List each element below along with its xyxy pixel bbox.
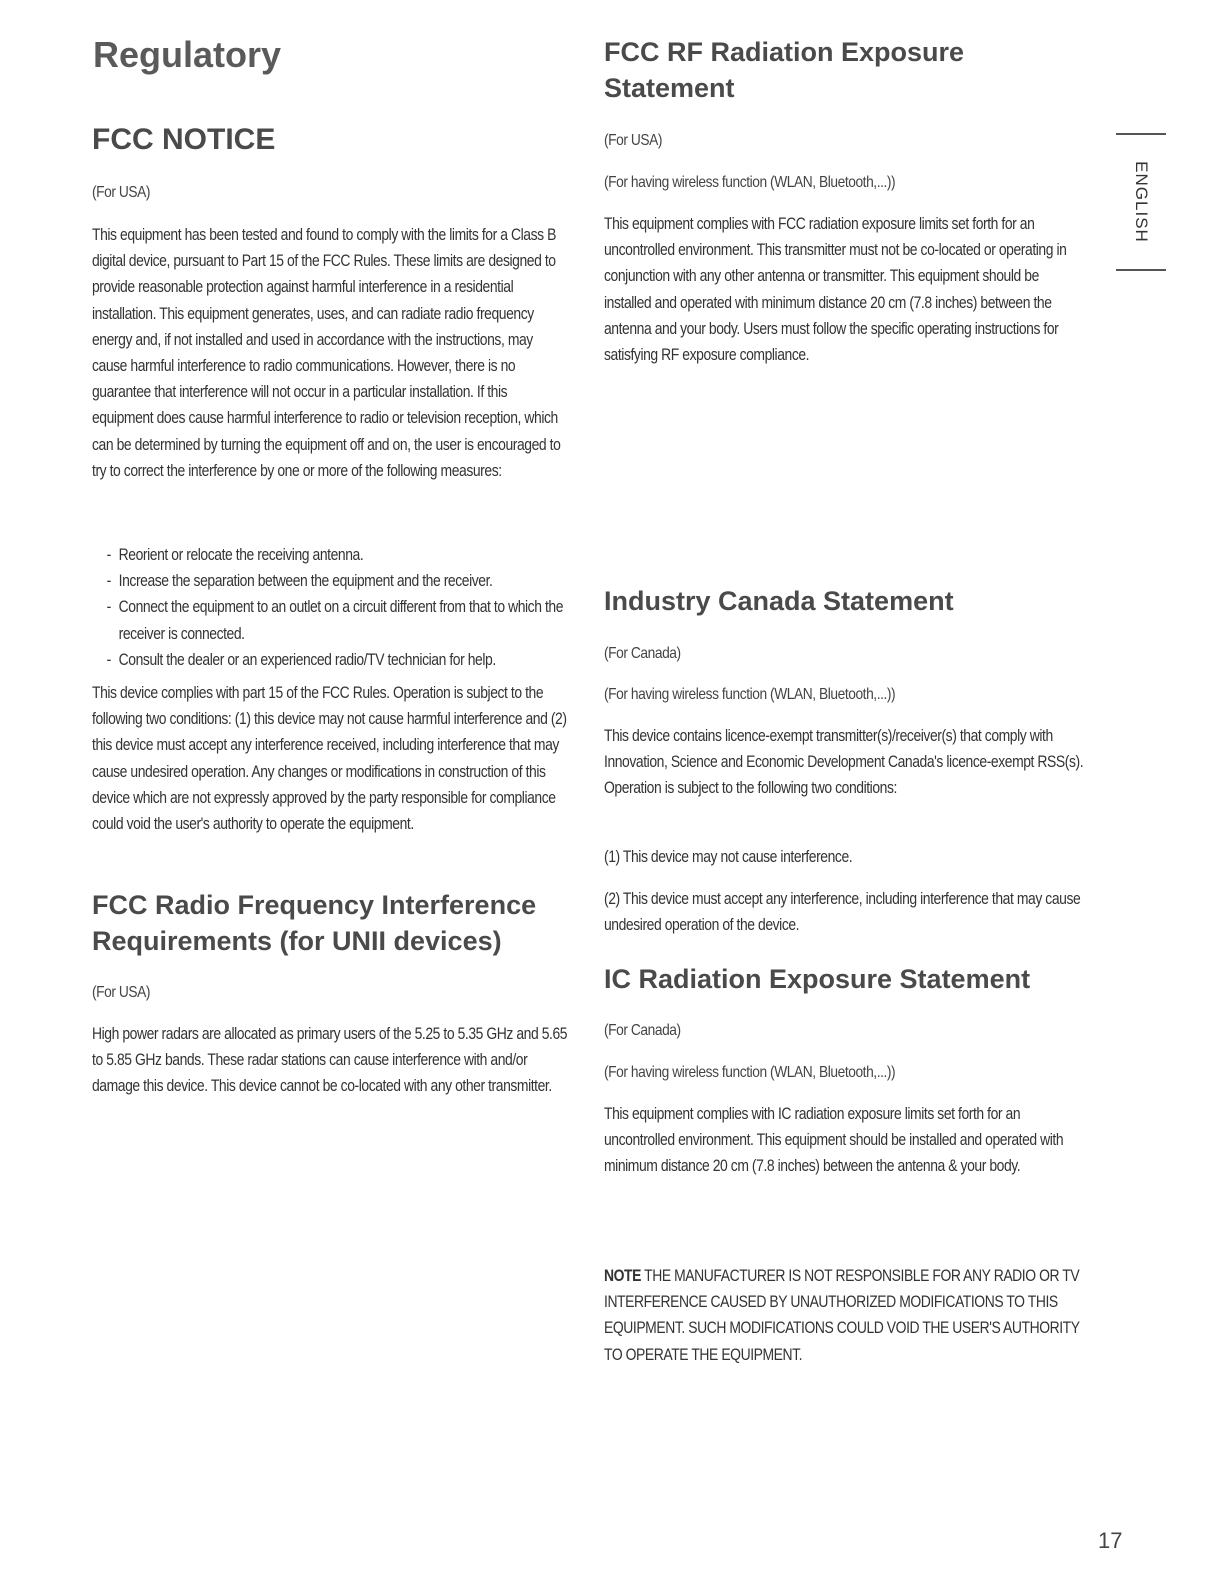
industry-canada-cond1: (1) This device may not cause interference.	[604, 848, 853, 866]
ic-exposure-body: This equipment complies with IC radiation exposure limits set forth for an uncontrolled environment. This equipment should be installed and operated with minimum distance 20 cm (7.8 inches) between the antenna & your body.	[604, 1105, 1064, 1176]
ic-exposure-condition: (For having wireless function (WLAN, Bluetooth,...))	[604, 1064, 896, 1081]
list-item: - Increase the separation between the equipment and the receiver.	[92, 568, 571, 594]
list-item: - Consult the dealer or an experienced radio/TV technician for help.	[92, 647, 571, 673]
industry-canada-region: (For Canada)	[604, 645, 681, 662]
industry-canada-heading: Industry Canada Statement	[604, 586, 954, 616]
note-body: THE MANUFACTURER IS NOT RESPONSIBLE FOR ANY RADIO OR TV INTERFERENCE CAUSED BY UNAUTHORIZED MODIFICATIONS TO THIS EQUIPMENT. SUCH MODIFICATIONS COULD VOID THE USER'S AUTHORITY TO OPERATE THE EQUIPMENT.	[604, 1267, 1080, 1364]
language-tab-label: ENGLISH	[1132, 161, 1151, 243]
industry-canada-cond2: (2) This device must accept any interference, including interference that may cause undesired operation of the device.	[604, 890, 1081, 935]
unii-heading: FCC Radio Frequency Interference Requirements (for UNII devices)	[92, 890, 537, 956]
fcc-measures-list	[92, 542, 571, 673]
industry-canada-body: This device contains licence-exempt transmitter(s)/receiver(s) that comply with Innovation, Science and Economic Development Canada's licence-exempt RSS(s). Operation is subject to the following two conditions:	[604, 727, 1084, 798]
industry-canada-condition: (For having wireless function (WLAN, Bluetooth,...))	[604, 686, 896, 703]
list-item: - Connect the equipment to an outlet on a circuit different from that to which the receiver is connected.	[92, 594, 571, 646]
note-label: NOTE	[604, 1267, 641, 1285]
rf-exposure-heading: FCC RF Radiation Exposure Statement	[604, 37, 965, 103]
ic-exposure-heading: IC Radiation Exposure Statement	[604, 964, 1031, 994]
page-number: 17	[1098, 1528, 1123, 1553]
fcc-compliance-text: This device complies with part 15 of the FCC Rules. Operation is subject to the following two conditions: (1) this device may not cause harmful interference and (2) this device must accept any interference received, including interference that may cause undesired operation. Any changes or modifications in construction of this device which are not expressly approved by the party responsible for compliance could void the user's authority to operate the equipment.	[92, 684, 567, 834]
rf-exposure-region: (For USA)	[604, 132, 663, 149]
ic-exposure-region: (For Canada)	[604, 1022, 681, 1039]
unii-region: (For USA)	[92, 984, 151, 1001]
note-text	[604, 1263, 1089, 1368]
page-title: Regulatory	[93, 34, 282, 75]
fcc-notice-region: (For USA)	[92, 184, 151, 201]
unii-body: High power radars are allocated as primary users of the 5.25 to 5.35 GHz and 5.65 to 5.85 GHz bands. These radar stations can cause interference with and/or damage this device. This device cannot be co-located with any other transmitter.	[92, 1025, 568, 1096]
language-tab	[1116, 133, 1166, 271]
rf-exposure-condition: (For having wireless function (WLAN, Bluetooth,...))	[604, 174, 896, 191]
fcc-notice-intro: This equipment has been tested and found to comply with the limits for a Class B digital device, pursuant to Part 15 of the FCC Rules. These limits are designed to provide reasonable protection against harmful interference in a residential installation. This equipment generates, uses, and can radiate radio frequency energy and, if not installed and used in accordance with the instructions, may cause harmful interference to radio communications. However, there is no guarantee that interference will not occur in a particular installation. If this equipment does cause harmful interference to radio or television reception, which can be determined by turning the equipment off and on, the user is encouraged to try to correct the interference by one or more of the following measures:	[92, 226, 561, 480]
list-item: - Reorient or relocate the receiving antenna.	[92, 542, 571, 568]
rf-exposure-body: This equipment complies with FCC radiation exposure limits set forth for an uncontrolled environment. This transmitter must not be co-located or operating in conjunction with any other antenna or transmitter. This equipment should be installed and operated with minimum distance 20 cm (7.8 inches) between the antenna and your body. Users must follow the specific operating instructions for satisfying RF exposure compliance.	[604, 215, 1067, 365]
fcc-notice-heading: FCC NOTICE	[92, 123, 276, 156]
